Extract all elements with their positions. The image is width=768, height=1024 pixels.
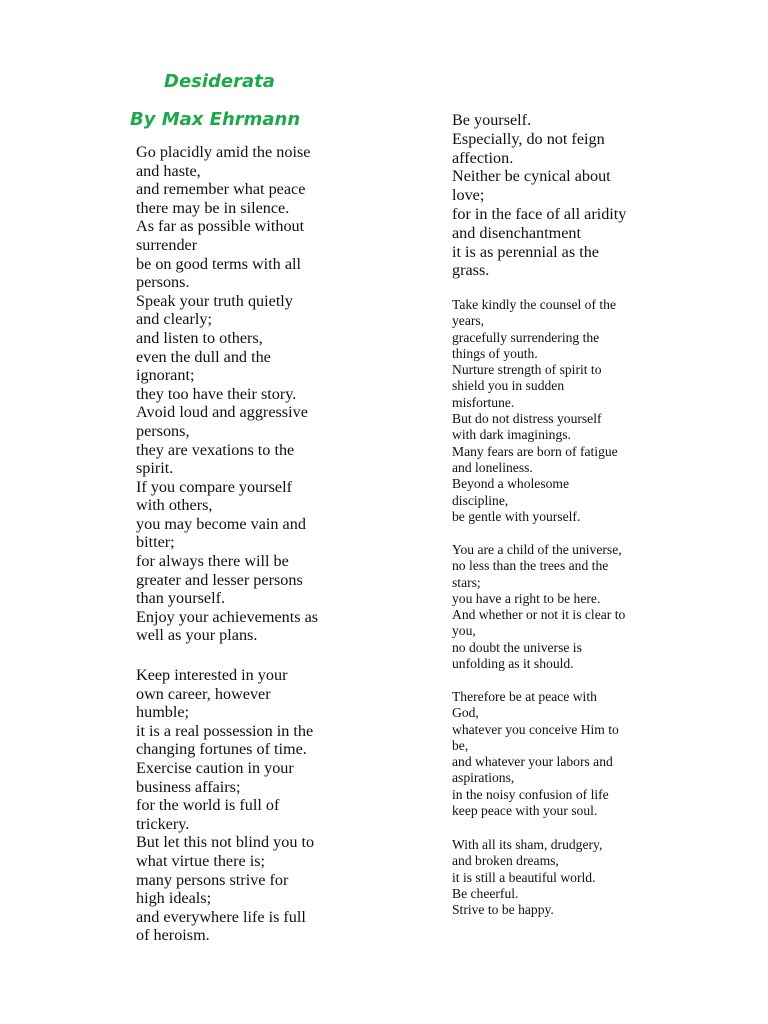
poem-line: you have a right to be here. — [452, 590, 601, 606]
poem-line: and remember what peace — [136, 180, 306, 199]
poem-line: business affairs; — [136, 777, 241, 796]
stanza-right-2 — [452, 297, 618, 525]
stanza-left-1 — [136, 143, 318, 645]
poem-line: Nurture strength of spirit to — [452, 362, 602, 378]
poem-line: Take kindly the counsel of the — [452, 297, 617, 312]
poem-line: you, — [452, 623, 476, 639]
poem-line: persons, — [136, 421, 190, 440]
poem-line: than yourself. — [136, 589, 226, 608]
poem-line: years, — [452, 313, 485, 329]
poem-line: humble; — [136, 703, 190, 722]
poem-line: and disenchantment — [452, 223, 582, 242]
poem-line: Especially, do not feign — [452, 129, 605, 148]
poem-line: You are a child of the universe, — [452, 542, 622, 557]
poem-line: be on good terms with all — [136, 254, 301, 273]
poem-line: with dark imaginings. — [452, 427, 571, 443]
poem-line: for in the face of all aridity — [452, 204, 627, 223]
poem-line: no doubt the universe is — [452, 639, 582, 655]
poem-line: persons. — [136, 273, 190, 292]
poem-line: unfolding as it should. — [452, 656, 574, 672]
poem-line: Keep interested in your — [136, 666, 288, 684]
poem-line: Therefore be at peace with — [452, 689, 597, 704]
poem-line: in the noisy confusion of life — [452, 786, 609, 802]
poem-line: Speak your truth quietly — [136, 291, 293, 310]
poem-line: love; — [452, 186, 485, 205]
poem-line: and whatever your labors and — [452, 754, 613, 770]
poem-line: no less than the trees and the — [452, 558, 609, 574]
poem-line: affection. — [452, 148, 514, 167]
poem-line: gracefully surrendering the — [452, 329, 600, 345]
poem-line: and broken dreams, — [452, 853, 559, 869]
poem-line: of heroism. — [136, 926, 210, 945]
poem-line: spirit. — [136, 459, 174, 478]
poem-line: But do not distress yourself — [452, 411, 602, 427]
poem-line: and haste, — [136, 161, 201, 180]
poem-line: Strive to be happy. — [452, 902, 554, 918]
poem-line: own career, however — [136, 684, 271, 703]
poem-line: And whether or not it is clear to — [452, 607, 626, 623]
poem-line: Be yourself. — [452, 111, 532, 129]
poem-line: surrender — [136, 235, 198, 254]
poem-line: be gentle with yourself. — [452, 508, 581, 524]
poem-line: for the world is full of — [136, 796, 280, 815]
poem-author: By Max Ehrmann — [130, 109, 301, 130]
poem-line: shield you in sudden — [452, 378, 565, 394]
stanza-right-1 — [452, 111, 626, 280]
poem-line: With all its sham, drudgery, — [452, 837, 603, 852]
poem-line: God, — [452, 705, 479, 721]
poem-line: even the dull and the — [136, 347, 271, 366]
poem-line: aspirations, — [452, 770, 515, 786]
poem-line: with others, — [136, 496, 213, 515]
poem-line: greater and lesser persons — [136, 570, 303, 589]
poem-line: keep peace with your soul. — [452, 803, 598, 819]
poem-line: grass. — [452, 261, 490, 280]
poem-line: and loneliness. — [452, 459, 533, 475]
poem-line: and listen to others, — [136, 328, 263, 347]
poem-line: Avoid loud and aggressive — [136, 403, 308, 422]
poem-title: Desiderata — [164, 71, 275, 92]
poem-line: ignorant; — [136, 366, 195, 385]
poem-line: they are vexations to the — [136, 440, 295, 459]
poem-line: for always there will be — [136, 552, 289, 571]
poem-line: it is as perennial as the — [452, 242, 599, 261]
poem-line: changing fortunes of time. — [136, 740, 307, 759]
poem-line: Neither be cynical about — [452, 167, 611, 186]
poem-line: many persons strive for — [136, 870, 289, 889]
poem-line: what virtue there is; — [136, 851, 266, 870]
poem-line: bitter; — [136, 533, 175, 552]
stanza-right-4 — [452, 689, 619, 819]
poem-line: But let this not blind you to — [136, 833, 315, 852]
poem-line: trickery. — [136, 814, 190, 833]
poem-line: they too have their story. — [136, 384, 297, 403]
poem-line: If you compare yourself — [136, 477, 292, 496]
poem-line: there may be in silence. — [136, 198, 290, 217]
poem-line: As far as possible without — [136, 217, 305, 236]
poem-line: Many fears are born of fatigue — [452, 443, 618, 459]
poem-line: stars; — [452, 574, 481, 590]
poem-line: and everywhere life is full — [136, 907, 306, 926]
poem-line: it is still a beautiful world. — [452, 869, 596, 885]
poem-line: you may become vain and — [136, 514, 306, 533]
poem-line: Exercise caution in your — [136, 758, 294, 777]
stanza-left-2 — [136, 666, 314, 945]
poem-line: it is a real possession in the — [136, 721, 314, 740]
poem-line: misfortune. — [452, 394, 515, 410]
poem-line: Enjoy your achievements as — [136, 607, 319, 626]
poem-line: whatever you conceive Him to — [452, 721, 619, 737]
poem-line: discipline, — [452, 492, 509, 508]
stanza-right-3 — [452, 542, 625, 672]
poem-line: things of youth. — [452, 345, 538, 361]
poem-line: and clearly; — [136, 310, 212, 329]
poem-line: well as your plans. — [136, 626, 258, 645]
poem-line: Be cheerful. — [452, 885, 519, 901]
poem-line: Beyond a wholesome — [452, 476, 570, 492]
poem-line: high ideals; — [136, 889, 212, 908]
stanza-right-5 — [452, 837, 602, 918]
poem-line: be, — [452, 737, 469, 753]
poem-line: Go placidly amid the noise — [136, 143, 311, 161]
